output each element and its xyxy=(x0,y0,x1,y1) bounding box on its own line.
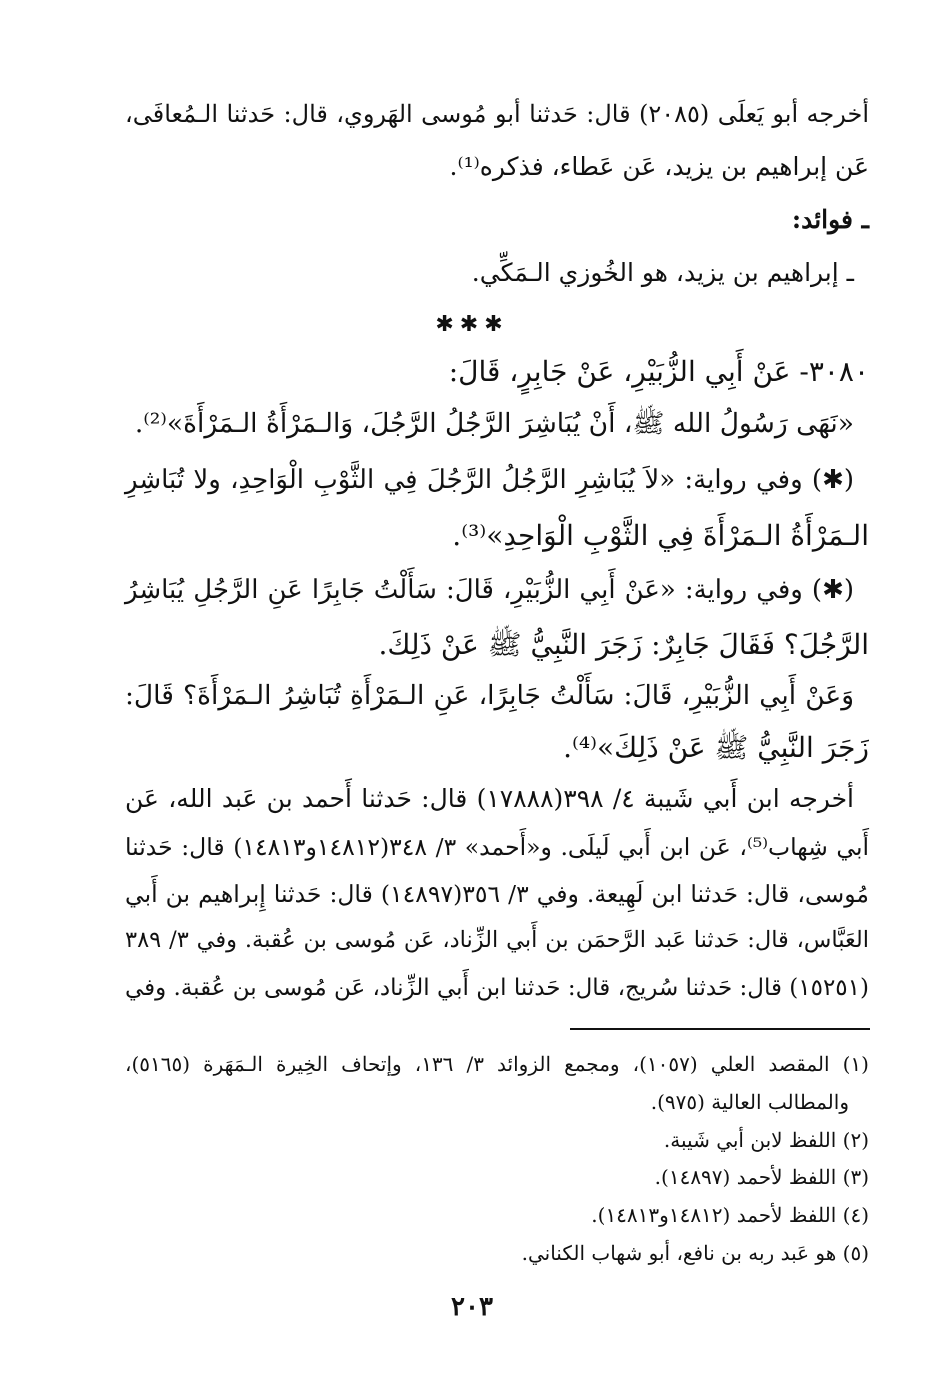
footnote-1-line-1: (١) المقصد العلي (١٠٥٧)، ومجمع الزوائد ٣/ ١٣٦، وإتحاف الخِيرة الـمَهَرة (٥١٦٥)، xyxy=(125,1052,869,1076)
hadith-isnad: عَنْ أَبِي الزُّبَيْرِ، عَنْ جَابِرٍ، قَالَ: xyxy=(448,355,791,388)
footnote-3: (٣) اللفظ لأحمد (١٤٨٩٧). xyxy=(654,1165,869,1189)
hadith-header xyxy=(125,355,869,388)
hadith-number: ٣٠٨٠- xyxy=(799,355,869,388)
fawaid-item: ـ إبراهيم بن يزيد، هو الخُوزي الـمَكِّي. xyxy=(471,258,854,287)
takhrij-line-3: مُوسى، قال: حَدثنا ابن لَهِيعة. وفي ٣/ ٣٥٦(١٤٨٩٧) قال: حَدثنا إِبراهيم بن أَبي xyxy=(125,880,869,908)
riwaya-3-line-1: وَعَنْ أَبِي الزُّبَيْرِ، قَالَ: سَأَلْتُ جَابِرًا، عَنِ الـمَرْأَةِ تُبَاشِرُ الـمَرْأَةَ؟ قَالَ: xyxy=(125,680,854,711)
footnote-divider xyxy=(570,1028,870,1030)
riwaya-1-line-2: الـمَرْأَةُ الـمَرْأَةَ فِي الثَّوْبِ الْوَاحِدِ»⁽³⁾. xyxy=(452,519,869,552)
takhrij-line-1: أخرجه ابن أَبي شَيبة ٤/ ٣٩٨(١٧٨٨٨) قال: حَدثنا أَحمد بن عَبد الله، عَن xyxy=(125,784,854,813)
takhrij-line-2: أَبي شِهاب⁽⁵⁾، عَن ابن أَبي لَيلَى. و«أَحمد» ٣/ ٣٤٨(١٤٨١٢و١٤٨١٣) قال: حَدثنا xyxy=(125,833,870,861)
footnote-5: (٥) هو عَبد ربه بن نافع، أبو شهاب الكناني. xyxy=(521,1241,869,1265)
takhrij-line-4: العَبَّاس، قال: حَدثنا عَبد الرَّحمَن بن أَبي الزِّناد، عَن مُوسى بن عُقبة. وفي ٣/ ٣٨٩ xyxy=(125,927,869,953)
takhrij-line-5: (١٥٢٥١) قال: حَدثنا سُريج، قال: حَدثنا ابن أَبي الزِّناد، عَن مُوسى بن عُقبة. وفي xyxy=(124,975,869,1001)
hadith-matn: «نَهَى رَسُولُ الله ﷺ، أَنْ يُبَاشِرَ الرَّجُلُ الرَّجُلَ، وَالـمَرْأَةُ الـمَرْأَةَ»⁽²⁾. xyxy=(134,408,854,439)
intro-line-2: عَن إبراهيم بن يزيد، عَن عَطاء، فذكره⁽¹⁾. xyxy=(449,152,869,181)
footnote-2: (٢) اللفظ لابن أبي شَيبة. xyxy=(663,1128,869,1152)
riwaya-2-line-1: (✱) وفي رواية: «عَنْ أَبِي الزُّبَيْرِ، قَالَ: سَأَلْتُ جَابِرًا عَنِ الرَّجُلِ يُبَاشِرُ xyxy=(125,575,854,605)
footnote-1-line-2: والمطالب العالية (٩٧٥). xyxy=(650,1090,849,1114)
section-separator: ✱✱✱ xyxy=(435,312,509,337)
page-number: ٢٠٣ xyxy=(451,1292,493,1322)
riwaya-3-line-2: زَجَرَ النَّبِيُّ ﷺ عَنْ ذَلِكَ»⁽⁴⁾. xyxy=(563,731,869,764)
riwaya-2-line-2: الرَّجُلَ؟ فَقَالَ جَابِرٌ: زَجَرَ النَّبِيُّ ﷺ عَنْ ذَلِكَ. xyxy=(378,628,869,661)
fawaid-heading: ـ فوائد: xyxy=(791,205,869,234)
intro-line-1: أخرجه أبو يَعلَى (٢٠٨٥) قال: حَدثنا أبو مُوسى الهَروي، قال: حَدثنا الـمُعافَى، xyxy=(125,100,870,128)
riwaya-1-line-1: (✱) وفي رواية: «لاَ يُبَاشِرِ الرَّجُلُ الرَّجُلَ فِي الثَّوْبِ الْوَاحِدِ، ولا تُبَاشِرِ xyxy=(125,465,854,495)
footnote-4: (٤) اللفظ لأحمد (١٤٨١٢و١٤٨١٣). xyxy=(591,1203,869,1227)
